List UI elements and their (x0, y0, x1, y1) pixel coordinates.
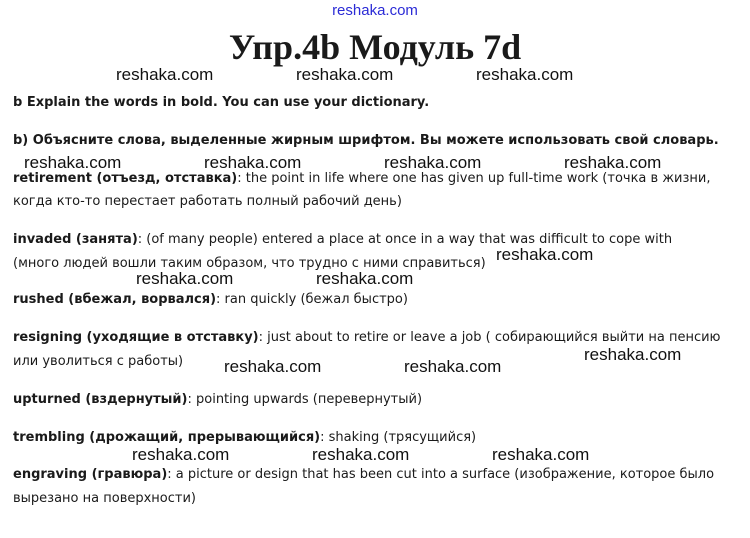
watermark: reshaka.com (316, 269, 414, 288)
vocab-definition: : ran quickly (бежал быстро) (216, 292, 408, 307)
vocab-term: trembling (дрожащий, прерывающийся) (13, 430, 321, 445)
vocab-definition-cont: когда кто-то перестает работать полный рабочий день) (13, 194, 402, 209)
vocab-entry-upturned (13, 392, 422, 407)
vocab-term: upturned (вздернутый) (13, 392, 188, 407)
vocab-term: retirement (отъезд, отставка) (13, 171, 238, 186)
instruction-ru: b) Объясните слова, выделенные жирным шрифтом. Вы можете использовать свой словарь. (13, 133, 719, 148)
page-title: Упр.4b Модуль 7d (228, 27, 522, 67)
watermark: reshaka.com (116, 65, 214, 84)
vocab-term: rushed (вбежал, ворвался) (13, 292, 217, 307)
vocab-definition: : pointing upwards (перевернутый) (187, 392, 423, 407)
vocab-definition-cont: (много людей вошли таким образом, что трудно с ними справиться) (13, 256, 486, 271)
vocab-definition-cont: вырезано на поверхности) (13, 491, 196, 506)
watermark: reshaka.com (24, 153, 122, 172)
vocab-definition: : a picture or design that has been cut into a surface (изображение, которое было (167, 467, 715, 482)
vocab-entry-rushed (13, 292, 408, 307)
watermark: reshaka.com (492, 445, 590, 464)
watermark: reshaka.com (224, 357, 322, 376)
site-link[interactable]: reshaka.com (332, 2, 418, 19)
watermark: reshaka.com (312, 445, 410, 464)
watermark: reshaka.com (476, 65, 574, 84)
vocab-definition: : just about to retire or leave a job ( собирающийся выйти на пенсию (258, 330, 721, 345)
instruction-en: b Explain the words in bold. You can use your dictionary. (13, 95, 430, 110)
vocab-definition: : the point in life where one has given up full-time work (точка в жизни, (237, 171, 711, 186)
vocab-definition-cont: или уволиться с работы) (13, 354, 184, 369)
watermark: reshaka.com (384, 153, 482, 172)
watermark: reshaka.com (204, 153, 302, 172)
watermark: reshaka.com (132, 445, 230, 464)
vocab-entry-retirement (13, 171, 710, 186)
watermark: reshaka.com (584, 345, 682, 364)
watermark: reshaka.com (404, 357, 502, 376)
watermark: reshaka.com (136, 269, 234, 288)
vocab-term: invaded (занята) (13, 232, 138, 247)
vocab-term: engraving (гравюра) (13, 467, 168, 482)
watermark: reshaka.com (296, 65, 394, 84)
vocab-entry-resigning (13, 330, 721, 345)
watermark: reshaka.com (496, 245, 594, 264)
vocab-entry-engraving (13, 467, 714, 482)
watermark: reshaka.com (564, 153, 662, 172)
vocab-definition: : shaking (трясущийся) (320, 430, 477, 445)
vocab-entry-trembling (13, 430, 476, 445)
vocab-definition: : (of many people) entered a place at once in a way that was difficult to cope with (137, 232, 673, 247)
vocab-term: resigning (уходящие в отставку) (13, 330, 259, 345)
